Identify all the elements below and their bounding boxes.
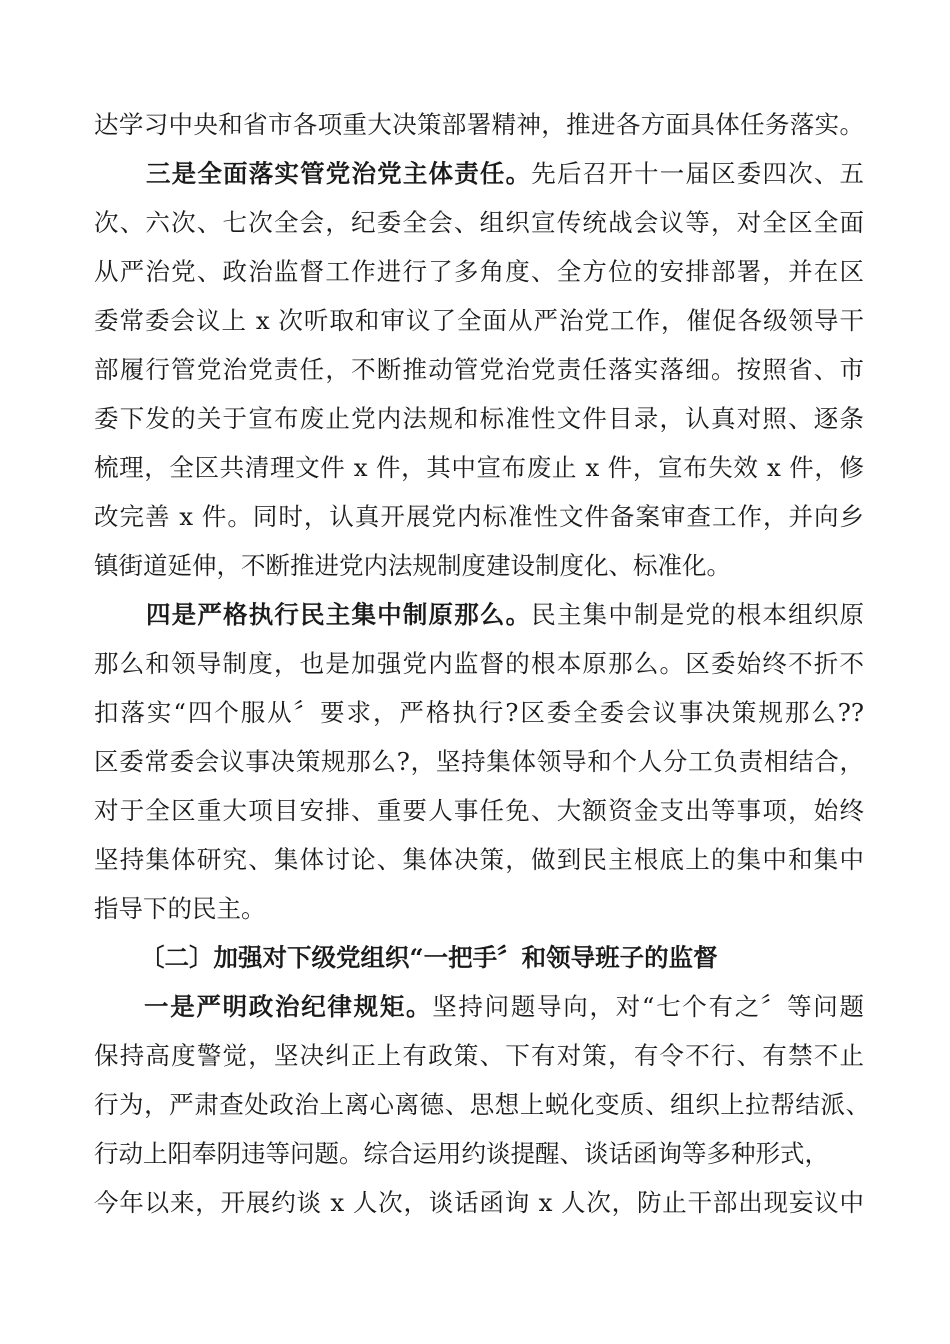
text-line: 梳理，全区共清理文件 x 件，其中宣布废止 x 件，宣布失效 x 件，修 bbox=[94, 453, 864, 482]
text-line: 行为，严肃查处政治上离心离德、思想上蜕化变质、组织上拉帮结派、 bbox=[94, 1090, 870, 1119]
text-line: 行动上阳奉阴违等问题。综合运用约谈提醒、谈话函询等多种形式， bbox=[94, 1139, 829, 1168]
text-line: 达学习中央和省市各项重大决策部署精神，推进各方面具体任务落实。 bbox=[94, 110, 864, 139]
text-line: 改完善 x 件。同时，认真开展党内标准性文件备案审查工作，并向乡 bbox=[94, 502, 864, 531]
text-line: 镇街道延伸，不断推进党内法规制度建设制度化、标准化。 bbox=[94, 551, 731, 580]
text-line: 部履行管党治党责任，不断推动管党治党责任落实落细。按照省、市 bbox=[94, 355, 864, 384]
text-line: 坚持集体研究、集体讨论、集体决策，做到民主根底上的集中和集中 bbox=[94, 845, 864, 874]
text-line: 委下发的关于宣布废止党内法规和标准性文件目录，认真对照、逐条 bbox=[94, 404, 864, 433]
text-line: 指导下的民主。 bbox=[94, 894, 266, 923]
text-line: 委常委会议上 x 次听取和审议了全面从严治党工作，催促各级领导干 bbox=[94, 306, 864, 335]
text-line: 保持高度警觉，坚决纠正上有政策、下有对策，有令不行、有禁不止 bbox=[94, 1041, 864, 1070]
section-heading: 〔二〕加强对下级党组织“一把手〞和领导班子的监督 bbox=[140, 943, 718, 972]
text-line: 那么和领导制度，也是加强党内监督的根本原那么。区委始终不折不 bbox=[94, 649, 864, 678]
text-line: 对于全区重大项目安排、重要人事任免、大额资金支出等事项，始终 bbox=[94, 796, 864, 825]
text-line: 扣落实“四个服从〞要求，严格执行?区委全委会议事决策规那么?? bbox=[94, 698, 864, 727]
text-line bbox=[146, 154, 864, 194]
text-line bbox=[146, 595, 864, 635]
text-line: 次、六次、七次全会，纪委全会、组织宣传统战会议等，对全区全面 bbox=[94, 208, 864, 237]
paragraph-lead: 一是严明政治纪律规矩。 bbox=[144, 992, 433, 1021]
paragraph-text: 民主集中制是党的根本组织原 bbox=[531, 600, 864, 629]
text-line bbox=[144, 987, 864, 1027]
paragraph-lead: 四是严格执行民主集中制原那么。 bbox=[146, 600, 532, 629]
paragraph-text: 坚持问题导向，对“七个有之〞等问题 bbox=[432, 992, 864, 1021]
paragraph-lead: 三是全面落实管党治党主体责任。 bbox=[146, 159, 532, 188]
text-line: 今年以来，开展约谈 x 人次，谈话函询 x 人次，防止干部出现妄议中 bbox=[94, 1188, 864, 1217]
text-line: 从严治党、政治监督工作进行了多角度、全方位的安排部署，并在区 bbox=[94, 257, 864, 286]
paragraph-text: 先后召开十一届区委四次、五 bbox=[531, 159, 864, 188]
text-line: 区委常委会议事决策规那么?，坚持集体领导和个人分工负责相结合， bbox=[94, 747, 864, 776]
